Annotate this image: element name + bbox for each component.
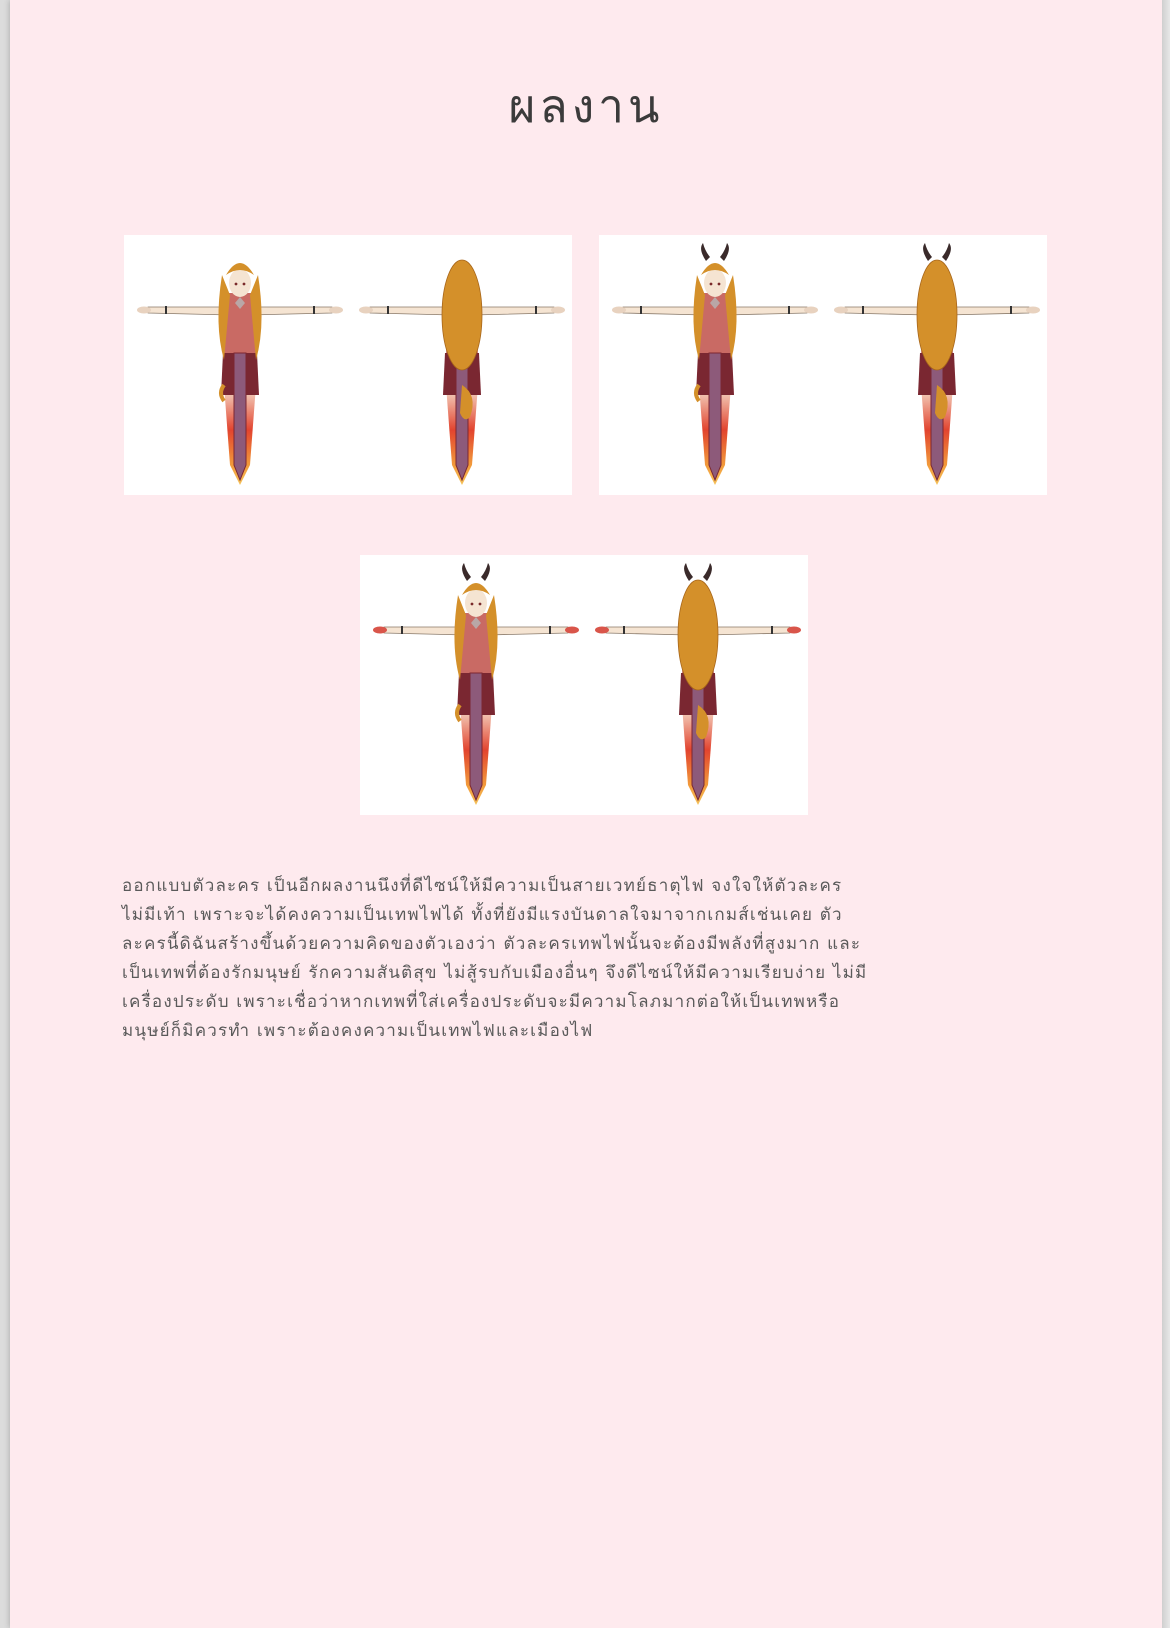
- right-bracelet: [535, 306, 537, 314]
- right-bracelet: [1010, 306, 1012, 314]
- left-bracelet: [387, 306, 389, 314]
- right-arm: [250, 307, 332, 315]
- left-eye: [471, 603, 474, 606]
- character-sheet-1: [124, 235, 572, 495]
- right-hand: [565, 627, 579, 634]
- left-bracelet: [165, 306, 167, 314]
- right-arm: [486, 627, 568, 635]
- left-arm: [606, 627, 688, 635]
- hair-back: [678, 580, 718, 690]
- left-bracelet: [640, 306, 642, 314]
- left-arm: [148, 307, 230, 315]
- right-horn: [481, 563, 490, 581]
- right-arm: [947, 307, 1029, 315]
- character-back-view: [834, 243, 1040, 485]
- right-horn: [703, 563, 712, 581]
- character-turnaround-illustration: [599, 235, 1047, 495]
- page-title: ผลงาน: [508, 79, 664, 133]
- right-bracelet: [771, 626, 773, 634]
- character-front-view: [137, 263, 343, 485]
- left-eye: [710, 283, 713, 286]
- description-line: มนุษย์ก็มิควรทำ เพราะต้องคงความเป็นเทพไฟและเมืองไฟ: [122, 1021, 594, 1041]
- left-hand: [359, 307, 373, 314]
- left-arm: [384, 627, 466, 635]
- left-bracelet: [623, 626, 625, 634]
- left-horn: [462, 563, 471, 581]
- character-sheet-3: [360, 555, 808, 815]
- left-horn: [701, 243, 710, 261]
- document-page: [10, 0, 1162, 1628]
- front-panel: [709, 353, 721, 480]
- description-line: ไม่มีเท้า เพราะจะได้คงความเป็นเทพไฟได้ ทั้งที่ยังมีแรงบันดาลใจมาจากเกมส์เช่นเคย ตัว: [122, 905, 843, 925]
- right-bracelet: [549, 626, 551, 634]
- character-front-view: [373, 563, 579, 805]
- right-bracelet: [313, 306, 315, 314]
- left-hand: [595, 627, 609, 634]
- right-hand: [804, 307, 818, 314]
- face: [465, 589, 487, 617]
- character-front-view: [612, 243, 818, 485]
- left-hand: [612, 307, 626, 314]
- left-bracelet: [862, 306, 864, 314]
- right-arm: [708, 627, 790, 635]
- left-arm: [845, 307, 927, 315]
- left-arm: [623, 307, 705, 315]
- face: [229, 269, 251, 297]
- hair-back: [442, 260, 482, 370]
- description-line: เป็นเทพที่ต้องรักมนุษย์ รักความสันติสุข ไม่สู้รบกับเมืองอื่นๆ จึงดีไซน์ให้มีความเรียบง่าย ไม่มี: [122, 963, 868, 983]
- character-back-view: [359, 260, 565, 485]
- right-eye: [479, 603, 482, 606]
- hair-back: [917, 260, 957, 370]
- left-hand: [137, 307, 151, 314]
- right-hand: [551, 307, 565, 314]
- right-horn: [942, 243, 951, 261]
- left-hand: [373, 627, 387, 634]
- description-line: ออกแบบตัวละคร เป็นอีกผลงานนึงที่ดีไซน์ให้มีความเป็นสายเวทย์ธาตุไฟ จงใจให้ตัวละคร: [122, 876, 843, 896]
- character-back-view: [595, 563, 801, 805]
- front-panel: [234, 353, 246, 480]
- left-arm: [370, 307, 452, 315]
- right-eye: [718, 283, 721, 286]
- page-edge-shadow: [1162, 0, 1170, 1628]
- character-sheet-2: [599, 235, 1047, 495]
- right-horn: [720, 243, 729, 261]
- left-hand: [834, 307, 848, 314]
- front-panel: [470, 673, 482, 800]
- right-arm: [725, 307, 807, 315]
- character-turnaround-illustration: [124, 235, 572, 495]
- left-eye: [235, 283, 238, 286]
- right-eye: [243, 283, 246, 286]
- right-hand: [329, 307, 343, 314]
- right-hand: [1026, 307, 1040, 314]
- right-arm: [472, 307, 554, 315]
- right-bracelet: [788, 306, 790, 314]
- character-turnaround-illustration: [360, 555, 808, 815]
- left-horn: [684, 563, 693, 581]
- face: [704, 269, 726, 297]
- description-line: เครื่องประดับ เพราะเชื่อว่าหากเทพที่ใส่เครื่องประดับจะมีความโลภมากต่อให้เป็นเทพหรือ: [122, 992, 841, 1012]
- left-horn: [923, 243, 932, 261]
- left-bracelet: [401, 626, 403, 634]
- right-hand: [787, 627, 801, 634]
- description-line: ละครนี้ดิฉันสร้างขึ้นด้วยความคิดของตัวเองว่า ตัวละครเทพไฟนั้นจะต้องมีพลังที่สูงมาก และ: [122, 934, 862, 954]
- description-paragraph: [122, 872, 868, 1046]
